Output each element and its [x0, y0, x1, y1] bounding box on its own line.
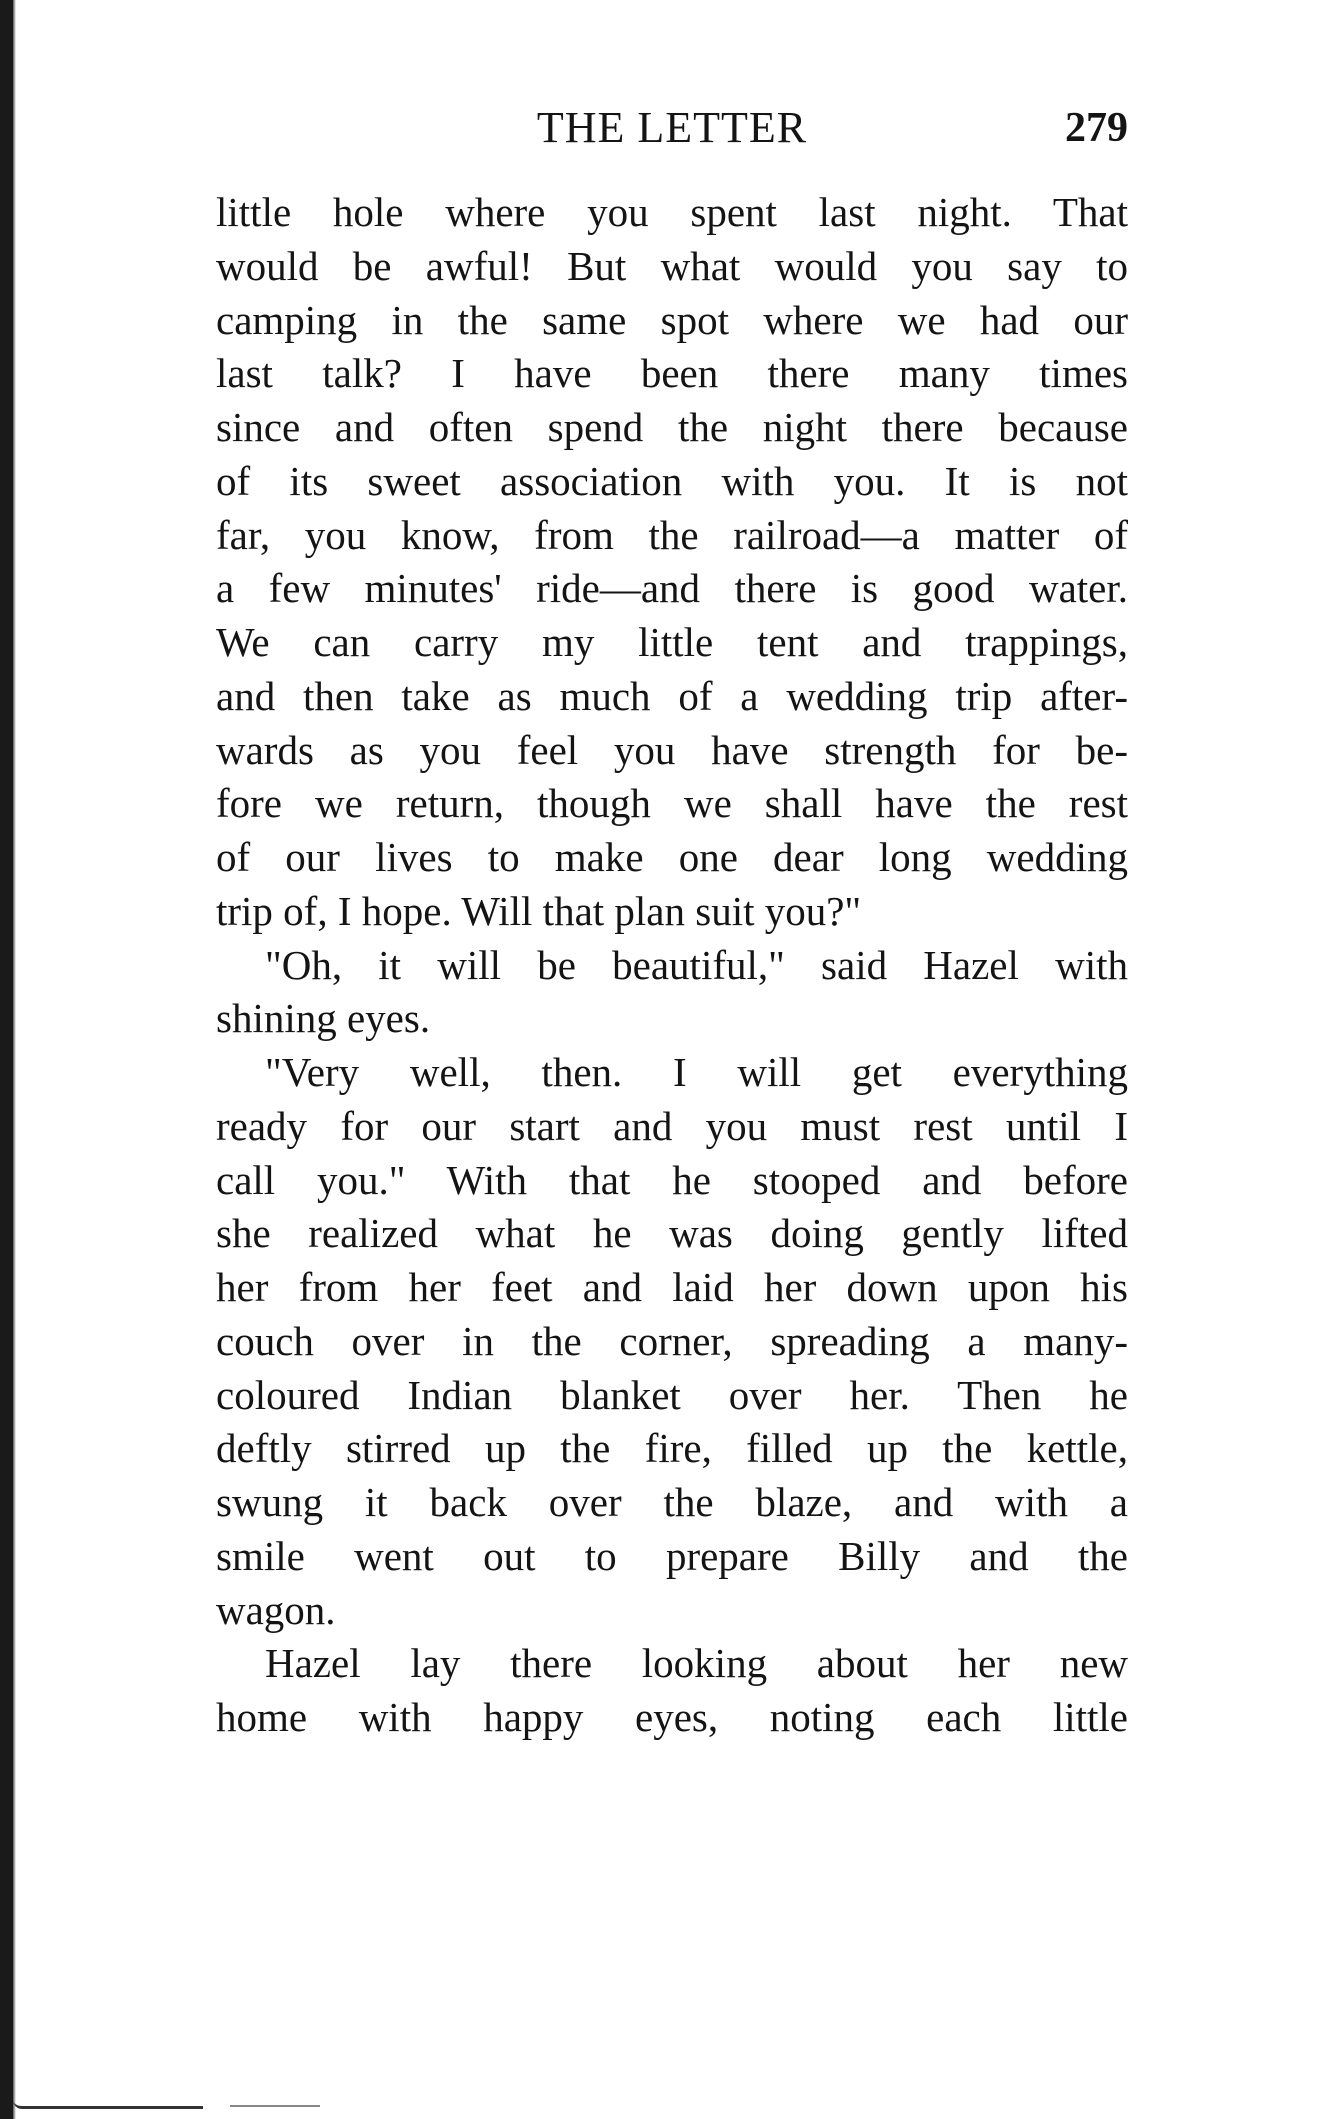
text-line: since and often spend the night there because [216, 404, 1128, 450]
text-line: swung it back over the blaze, and with a [216, 1479, 1128, 1525]
page-binding-edge [0, 0, 13, 2119]
text-line: shining eyes. [216, 995, 431, 1042]
text-line: "Very well, then. I will get everything [265, 1049, 1128, 1095]
text-line: wagon. [216, 1586, 336, 1633]
text-line: coloured Indian blanket over her. Then he [216, 1371, 1128, 1418]
text-line: call you." With that he stooped and before [216, 1156, 1128, 1203]
text-line: she realized what he was doing gently lifted [216, 1210, 1128, 1257]
page-bottom-mark [230, 2105, 320, 2107]
text-line: trip of, I hope. Will that plan suit you?" [216, 887, 862, 934]
page-number: 279 [1065, 105, 1128, 151]
text-line: camping in the same spot where we had our [216, 296, 1128, 343]
text-line: little hole where you spent last night. That [216, 189, 1128, 235]
text-line: her from her feet and laid her down upon his [216, 1264, 1128, 1310]
text-line: wards as you feel you have strength for be- [216, 726, 1128, 773]
text-line: of our lives to make one dear long wedding [216, 834, 1128, 880]
body-text [216, 186, 1128, 1745]
text-line: would be awful! But what would you say to [216, 242, 1128, 289]
text-line: deftly stirred up the fire, filled up the kettle, [216, 1425, 1128, 1472]
text-line: We can carry my little tent and trappings, [216, 619, 1128, 665]
text-line: Hazel lay there looking about her new [265, 1640, 1128, 1687]
page-curl-mark [13, 2100, 203, 2109]
running-header [216, 98, 1128, 158]
text-line: home with happy eyes, noting each little [216, 1694, 1128, 1740]
text-line: couch over in the corner, spreading a many- [216, 1317, 1128, 1364]
text-line: of its sweet association with you. It is not [216, 457, 1128, 504]
running-title: THE LETTER [536, 103, 808, 152]
text-line: ready for our start and you must rest until I [216, 1102, 1128, 1149]
text-line: and then take as much of a wedding trip after- [216, 672, 1128, 719]
text-line: "Oh, it will be beautiful," said Hazel with [265, 941, 1128, 988]
text-line: a few minutes' ride—and there is good water. [216, 565, 1128, 612]
text-line: smile went out to prepare Billy and the [216, 1532, 1128, 1579]
text-line: last talk? I have been there many times [216, 350, 1128, 397]
text-line: fore we return, though we shall have the rest [216, 780, 1128, 827]
text-line: far, you know, from the railroad—a matter of [216, 511, 1128, 558]
